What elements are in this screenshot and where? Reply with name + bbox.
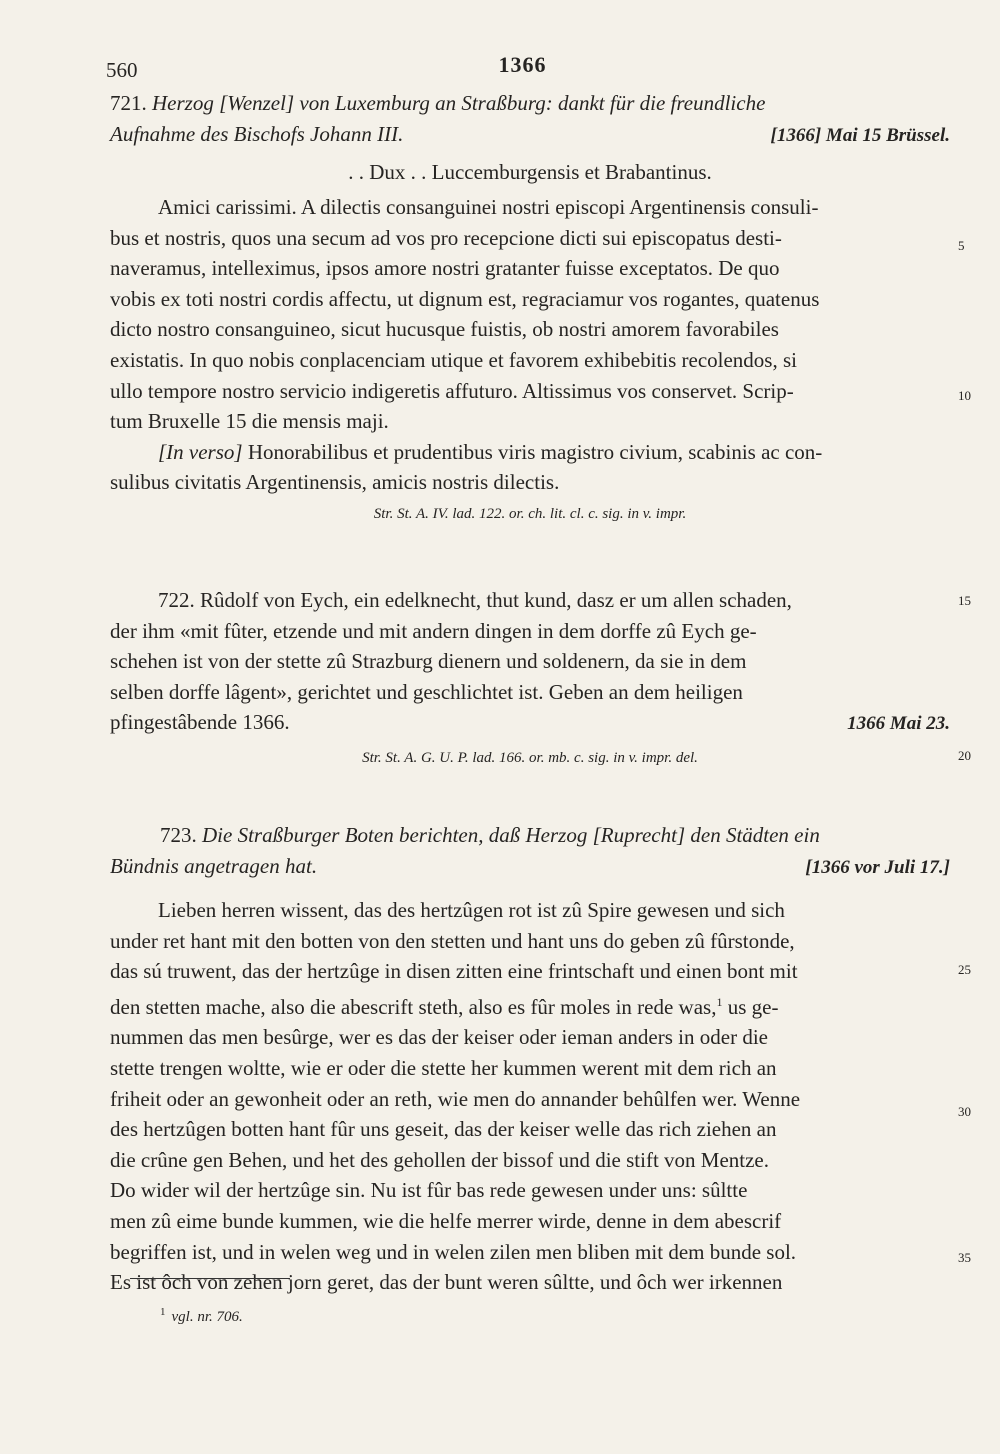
body-line [110, 707, 950, 740]
footnote-marker[interactable]: 1 [716, 994, 723, 1009]
letter-body [110, 895, 950, 1298]
body-line: dicto nostro consanguineo, sicut hucusque fuistis, ob nostri amorem favorabiles [110, 317, 779, 342]
body-line: schehen ist von der stette zû Strazburg dienern und soldenern, da sie in dem [110, 649, 747, 674]
body-line: under ret hant mit den botten von den stetten und hant uns do geben zû fûrstonde, [110, 928, 795, 953]
entry-date: 1366 Mai 23. [847, 713, 950, 735]
margin-line-number: 30 [958, 1104, 971, 1119]
entry-723 [110, 820, 950, 1298]
body-line: selben dorffe lâgent», gerichtet und geschlichtet ist. Geben an dem heiligen [110, 679, 743, 704]
footnote [160, 1306, 243, 1326]
footnote-text: vgl. nr. 706. [171, 1309, 243, 1325]
entry-number: 723. [160, 823, 197, 847]
entry-date: [1366 vor Juli 17.] [805, 857, 950, 878]
body-line: bus et nostris, quos una secum ad vos pro recepcione dicti sui episcopatus desti- [110, 225, 782, 250]
entry-721 [110, 88, 950, 523]
regest-body [110, 585, 950, 740]
body-line: vobis ex toti nostri cordis affectu, ut dignum est, regraciamur vos rogantes, quatenus [110, 286, 820, 311]
body-text: den stetten mache, also die abescrift steth, also es fûr moles in rede was, [110, 994, 717, 1019]
salutation: . . Dux . . Luccemburgensis et Brabantinus. [348, 160, 712, 184]
margin-line-number: 35 [958, 1250, 971, 1265]
verso-line: sulibus civitatis Argentinensis, amicis nostris dilectis. [110, 470, 560, 495]
entry-723-heading [110, 820, 950, 883]
verso-text: Honorabilibus et prudentibus viris magistro civium, scabinis ac con- [242, 439, 823, 464]
margin-line-number: 20 [958, 748, 971, 763]
body-line: men zû eime bunde kummen, wie die helfe merrer wirde, denne in dem abescrif [110, 1208, 782, 1233]
body-line: des hertzûgen botten hant fûr uns geseit, das der keiser welle das rich ziehen an [110, 1117, 777, 1142]
body-line: friheit oder an gewonheit oder an reth, wie men do annander behûlfen wer. Wenne [110, 1086, 801, 1111]
entry-721-heading [110, 88, 950, 151]
body-text: Rûdolf von Eych, ein edelknecht, thut kund, dasz er um allen schaden, [200, 588, 792, 612]
body-line: existatis. In quo nobis conplacenciam utique et favorem exhibebitis recolendos, si [110, 347, 797, 372]
entry-number: 722. [158, 588, 195, 612]
entry-title: Die Straßburger Boten berichten, daß Herzog [Ruprecht] den Städten ein [202, 823, 820, 847]
body-line: die crûne gen Behen, und het des gehollen der bissof und die stift von Mentze. [110, 1147, 769, 1172]
body-line: stette trengen woltte, wie er oder die stette her kummen werent mit dem rich an [110, 1055, 777, 1080]
body-line: Do wider wil der hertzûge sin. Nu ist fûr bas rede gewesen under uns: sûltte [110, 1178, 748, 1203]
entry-title: Herzog [Wenzel] von Luxemburg an Straßburg: dankt für die freundliche [152, 91, 766, 115]
body-line: Es ist ôch von zehen jorn geret, das der bunt weren sûltte, und ôch wer irkennen [110, 1270, 783, 1295]
margin-line-number: 10 [958, 388, 971, 403]
body-line: naveramus, intelleximus, ipsos amore nostri gratanter fuisse exceptatos. De quo [110, 256, 780, 281]
source-citation: Str. St. A. G. U. P. lad. 166. or. mb. c. sig. in v. impr. del. [362, 749, 698, 766]
verso-label: [In verso] [158, 439, 243, 464]
body-line: der ihm «mit fûter, etzende und mit andern dingen in dem dorffe zû Eych ge- [110, 618, 757, 643]
margin-line-number: 15 [958, 593, 971, 608]
margin-line-number: 25 [958, 962, 971, 977]
body-line [110, 585, 950, 616]
page-year-header: 1366 [498, 52, 547, 77]
entry-722 [110, 585, 950, 767]
letter-body [110, 192, 950, 498]
verso-line [110, 437, 950, 468]
body-line: das sú truwent, das der hertzûge in disen zitten eine frintschaft und einen bont mit [110, 959, 798, 984]
entry-date: [1366] Mai 15 Brüssel. [770, 125, 950, 146]
entry-number: 721. [110, 91, 147, 115]
footnote-rule [130, 1278, 290, 1279]
margin-line-number: 5 [958, 238, 965, 253]
entry-title-cont: Bündnis angetragen hat. [110, 854, 318, 878]
body-text: us ge- [722, 994, 779, 1019]
entry-title-cont: Aufnahme des Bischofs Johann III. [110, 122, 404, 146]
body-line: nummen das men besûrge, wer es das der keiser oder ieman anders in oder die [110, 1025, 768, 1050]
body-line: ullo tempore nostro servicio indigeretis affuturo. Altissimus vos conservet. Scrip- [110, 378, 794, 403]
body-text: pfingestâbende 1366. [110, 710, 290, 735]
body-line: Amici carissimi. A dilectis consanguinei nostri episcopi Argentinensis consuli- [158, 195, 819, 219]
footnote-number: 1 [160, 1306, 166, 1318]
page-number: 560 [106, 58, 138, 82]
body-line: Lieben herren wissent, das des hertzûgen rot ist zû Spire gewesen und sich [158, 898, 785, 922]
body-line: tum Bruxelle 15 die mensis maji. [110, 409, 389, 434]
body-line: begriffen ist, und in welen weg und in welen zilen men bliben mit dem bunde sol. [110, 1239, 797, 1264]
source-citation: Str. St. A. IV. lad. 122. or. ch. lit. cl. c. sig. in v. impr. [373, 505, 687, 522]
body-line [110, 987, 950, 1023]
